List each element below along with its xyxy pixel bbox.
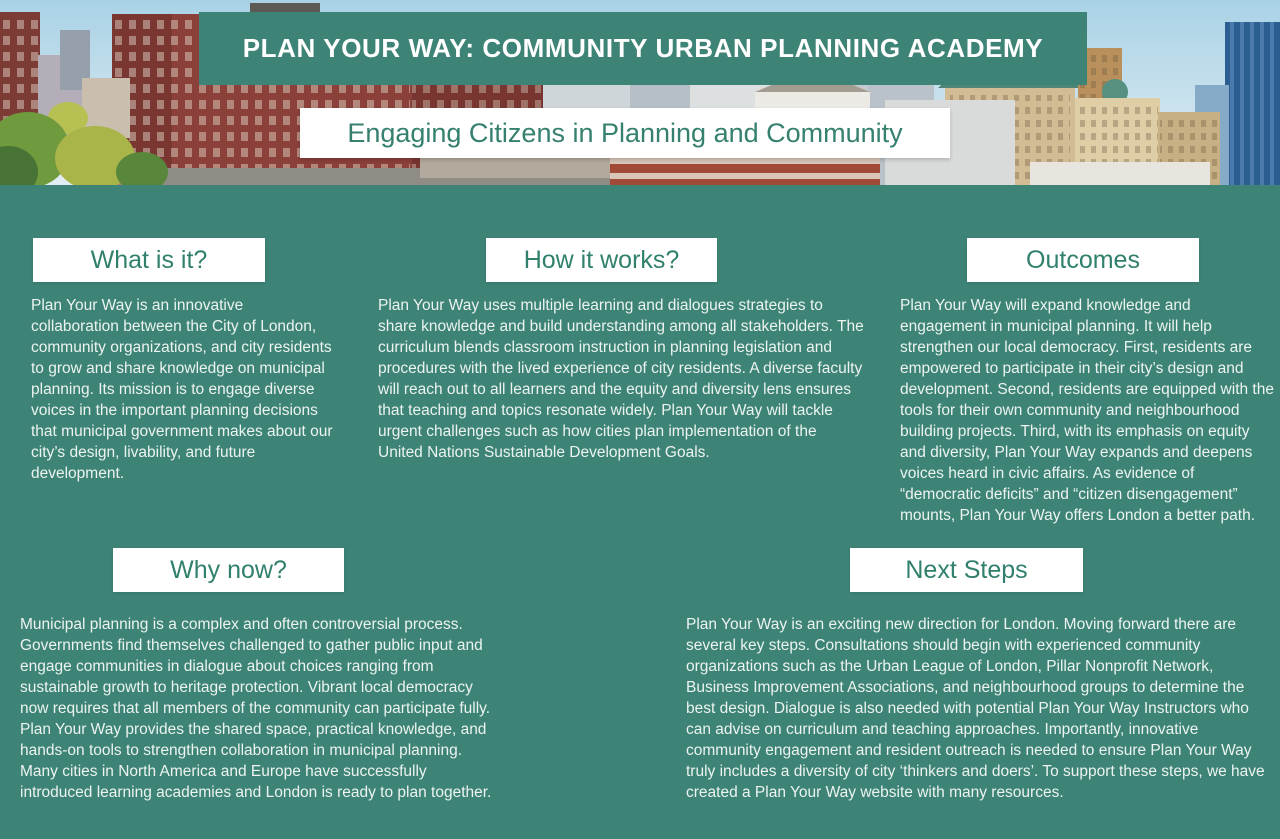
section-heading-box [113,548,344,592]
title-banner [199,12,1087,85]
subtitle-box [300,108,950,158]
section-body-text: Plan Your Way uses multiple learning and dialogues strategies to share knowledge and build understanding among all stakeholders. The curriculum blends classroom instruction in planning legislation and procedures with the lived experience of city residents. A diverse faculty will reach out to all learners and the equity and diversity lens ensures that teaching and topics resonate widely. Plan Your Way will tackle urgent challenges such as how cities plan implementation of the United Nations Sustainable Development Goals. [378,297,864,461]
section-heading: What is it? [90,245,208,274]
section-body-text: Municipal planning is a complex and often controversial process. Governments find themselves challenged to gather public input and engage communities in dialogue about choices ranging from sustainable growth to heritage protection. Vibrant local democracy now requires that all members of the community can participate fully. Plan Your Way provides the shared space, practical knowledge, and hands-on tools to strengthen collaboration in municipal planning. Many cities in North America and Europe have successfully introduced learning academies and London is ready to plan together. [20,616,492,801]
hero-cityscape-image [0,0,1280,185]
section-body-text: Plan Your Way is an exciting new direction for London. Moving forward there are several key steps. Consultations should begin with experienced community organizations such as the Urban League of London, Pillar Nonprofit Network, Business Improvement Associations, and neighbourhood groups to determine the best design. Dialogue is also needed with potential Plan Your Way Instructors who can advise on curriculum and teaching approaches. Importantly, innovative community engagement and resident outreach is needed to ensure Plan Your Way truly includes a diversity of city ‘thinkers and doers’. To support these steps, we have created a Plan Your Way website with many resources. [686,616,1265,801]
section-body-text: Plan Your Way is an innovative collaboration between the City of London, community organizations, and city residents to grow and share knowledge on municipal planning. Its mission is to engage diverse voices in the important planning decisions that municipal government makes about our city’s design, livability, and future development. [31,297,333,482]
section-heading-box [486,238,717,282]
section-heading-box [33,238,265,282]
section-body-text: Plan Your Way will expand knowledge and engagement in municipal planning. It will help strengthen our local democracy. First, residents are empowered to participate in their city’s design and development. Second, residents are equipped with the tools for their own community and neighbourhood building projects. Third, with its emphasis on equity and diversity, Plan Your Way expands and deepens voices heard in civic affairs. As evidence of “democratic deficits” and “citizen disengagement” mounts, Plan Your Way offers London a better path. [900,297,1274,524]
poster-subtitle: Engaging Citizens in Planning and Community [347,117,903,148]
section-heading: Why now? [170,555,287,584]
poster-title: PLAN YOUR WAY: COMMUNITY URBAN PLANNING ACADEMY [242,33,1044,63]
section-heading: Next Steps [905,555,1028,584]
section-heading-box [967,238,1199,282]
section-heading: How it works? [523,245,680,274]
section-heading-box [850,548,1083,592]
section-heading: Outcomes [1026,245,1140,274]
